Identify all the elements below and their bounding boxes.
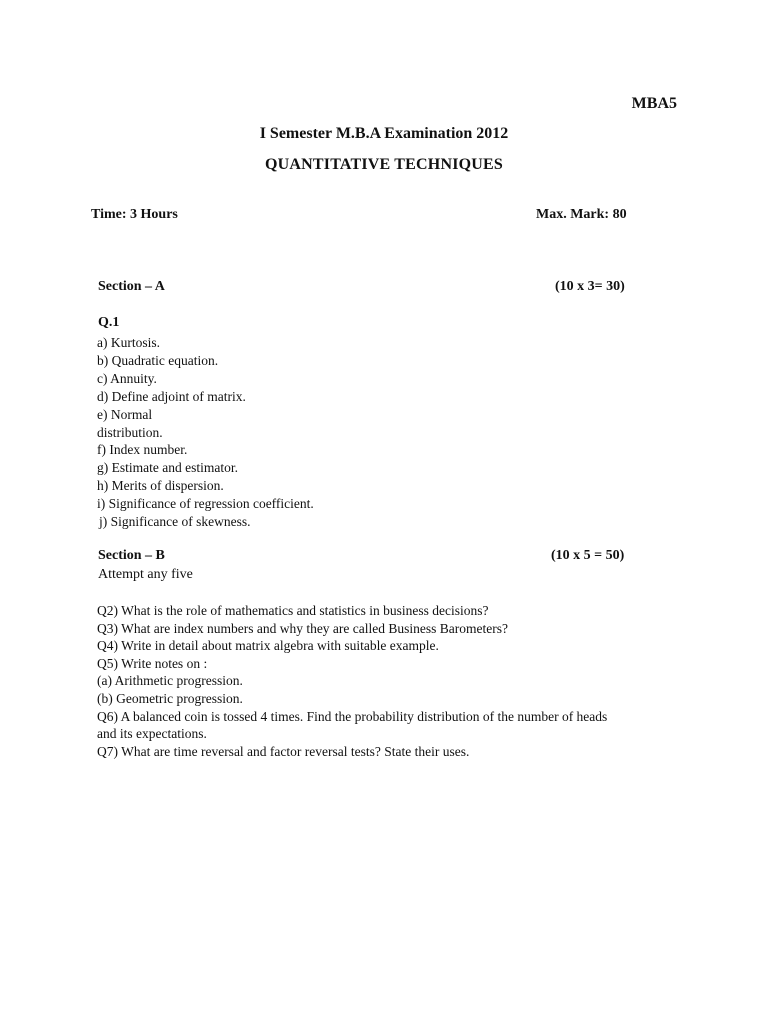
question-line: (a) Arithmetic progression. bbox=[97, 673, 243, 689]
exam-title: I Semester M.B.A Examination 2012 bbox=[259, 125, 509, 142]
question-1-item: distribution. bbox=[97, 424, 163, 440]
question-1-item: g) Estimate and estimator. bbox=[97, 460, 238, 476]
section-b-marks: (10 x 5 = 50) bbox=[551, 548, 625, 563]
question-line: Q2) What is the role of mathematics and statistics in business decisions? bbox=[97, 603, 489, 618]
question-line: and its expectations. bbox=[97, 726, 207, 742]
question-line: Q5) Write notes on : bbox=[97, 655, 208, 671]
question-line: Q3) What are index numbers and why they are called Business Barometers? bbox=[97, 620, 508, 636]
question-line: Q7) What are time reversal and factor reversal tests? State their uses. bbox=[97, 743, 470, 759]
question-1-item: f) Index number. bbox=[97, 442, 188, 458]
question-1-item: d) Define adjoint of matrix. bbox=[97, 388, 246, 404]
question-line: Q6) A balanced coin is tossed 4 times. Find the probability distribution of the number of heads bbox=[97, 708, 608, 724]
question-1-item: c) Annuity. bbox=[97, 370, 157, 386]
question-line: (b) Geometric progression. bbox=[97, 690, 243, 706]
question-1-item: i) Significance of regression coefficient. bbox=[97, 496, 314, 512]
question-1-label: Q.1 bbox=[98, 315, 120, 330]
question-1-item: h) Merits of dispersion. bbox=[97, 478, 224, 494]
subject-title: QUANTITATIVE TECHNIQUES bbox=[265, 156, 503, 173]
exam-duration: Time: 3 Hours bbox=[91, 207, 178, 222]
section-a-marks: (10 x 3= 30) bbox=[555, 279, 625, 294]
question-line: Q4) Write in detail about matrix algebra with suitable example. bbox=[97, 638, 439, 654]
section-b-instruction: Attempt any five bbox=[98, 567, 193, 582]
course-code: MBA5 bbox=[631, 95, 677, 112]
section-b-heading: Section – B bbox=[98, 548, 165, 563]
section-b-questions bbox=[97, 602, 607, 760]
max-marks: Max. Mark: 80 bbox=[536, 207, 627, 222]
section-a-heading: Section – A bbox=[98, 279, 165, 294]
question-1-list bbox=[97, 334, 314, 531]
question-1-item: a) Kurtosis. bbox=[97, 335, 160, 350]
question-1-item: b) Quadratic equation. bbox=[97, 352, 219, 368]
question-1-item: j) Significance of skewness. bbox=[99, 514, 251, 530]
question-1-item: e) Normal bbox=[97, 406, 153, 422]
